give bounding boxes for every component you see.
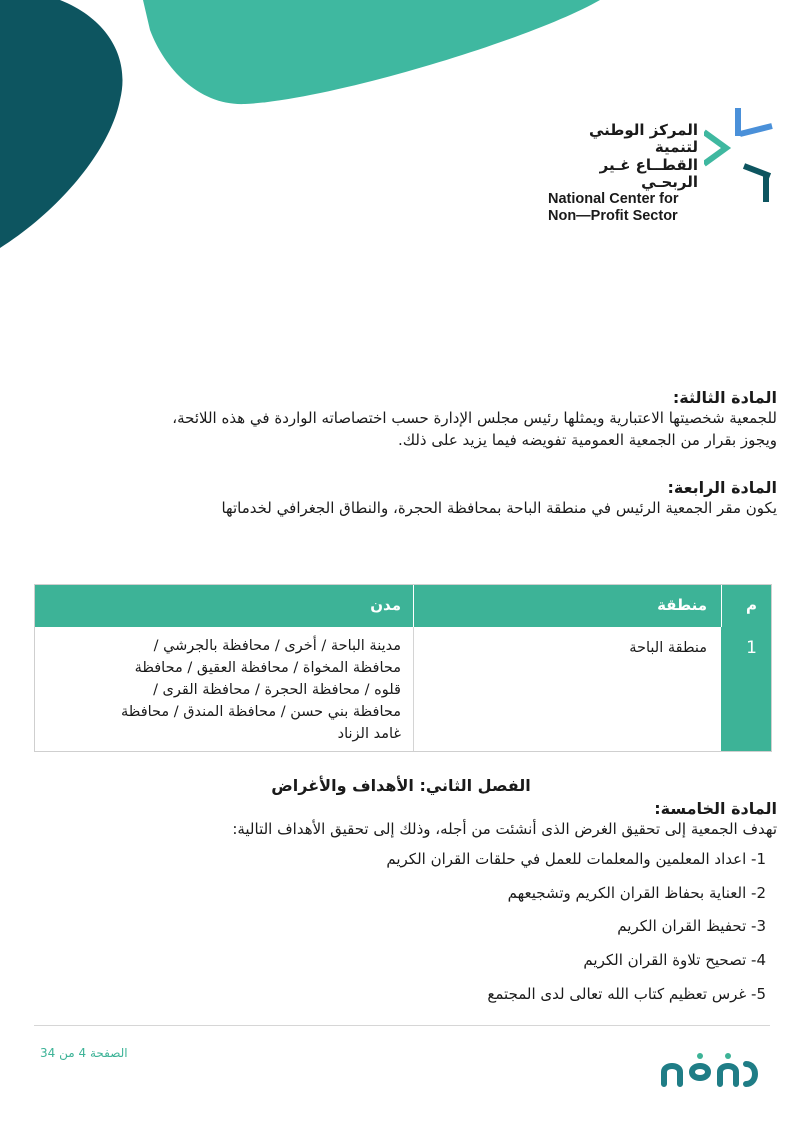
article-4-heading: المادة الرابعة: (667, 478, 777, 497)
goal-item-1: 1- اعداد المعلمين والمعلمات للعمل في حلقات القران الكريم (386, 850, 766, 868)
chapter-2-title: الفصل الثاني: الأهداف والأغراض (271, 776, 531, 795)
cities-line: مدينة الباحة / أخرى / محافظة بالجرشي / (153, 638, 401, 654)
row-region: منطقة الباحة (629, 640, 707, 656)
teal-shape (143, 0, 600, 104)
article-5-intro: تهدف الجمعية إلى تحقيق الغرض الذى أنشئت من أجله، وذلك إلى تحقيق الأهداف التالية: (232, 820, 777, 838)
logo-english-line1: National Center for (548, 191, 679, 207)
goal-item-4: 4- تصحيح تلاوة القران الكريم (583, 951, 766, 969)
logo-english-line2: Non—Profit Sector (548, 207, 678, 224)
page-number: الصفحة 4 من 34 (40, 1046, 128, 1060)
article-4-line1: يكون مقر الجمعية الرئيس في منطقة الباحة بمحافظة الحجرة، والنطاق الجغرافي لخدماتها (221, 499, 777, 517)
header-region: منطقة (657, 596, 707, 614)
cities-line: محافظة بني حسن / محافظة المندق / محافظة (121, 704, 401, 720)
row-num: 1 (746, 638, 757, 658)
header-divider-num (721, 585, 722, 627)
header-divider (413, 585, 414, 627)
cities-line: محافظة المخواة / محافظة العقيق / محافظة (134, 660, 401, 676)
noon-logo-icon (658, 1050, 762, 1090)
logo-text (548, 122, 698, 224)
header-cities: مدن (370, 596, 401, 614)
article-3-line2: ويجوز بقرار من الجمعية العمومية تفويضه فيما يزيد على ذلك. (397, 431, 777, 449)
goal-item-3: 3- تحفيظ القران الكريم (617, 917, 766, 935)
article-3-heading: المادة الثالثة: (672, 388, 777, 407)
article-4 (36, 478, 777, 519)
header-num: م (746, 596, 757, 614)
goal-item-2: 2- العناية بحفاظ القران الكريم وتشجيعهم (507, 884, 766, 902)
ncnp-logo (548, 104, 778, 224)
logo-arabic-line2: القطــاع غـير الربحـي (599, 155, 698, 191)
regions-table (34, 584, 772, 752)
cities-line: قلوه / محافظة الحجرة / محافظة القرى / (153, 682, 401, 698)
goal-item-5: 5- غرس تعظيم كتاب الله تعالى لدى المجتمع (487, 985, 766, 1003)
table-header (35, 585, 771, 627)
row-cities (37, 635, 401, 745)
article-3 (36, 388, 777, 451)
ncnp-arrows-logo-icon (704, 104, 776, 208)
article-5 (36, 799, 777, 840)
article-3-line1: للجمعية شخصيتها الاعتبارية ويمثلها رئيس مجلس الإدارة حسب اختصاصاته الواردة في هذه اللائحة، (172, 409, 777, 427)
logo-arabic-line1: المركز الوطني لتنمية (588, 121, 698, 157)
dark-teal-shape (0, 0, 123, 248)
cities-line: غامد الزناد (337, 726, 401, 742)
footer-divider (34, 1025, 770, 1026)
article-5-heading: المادة الخامسة: (654, 799, 777, 818)
